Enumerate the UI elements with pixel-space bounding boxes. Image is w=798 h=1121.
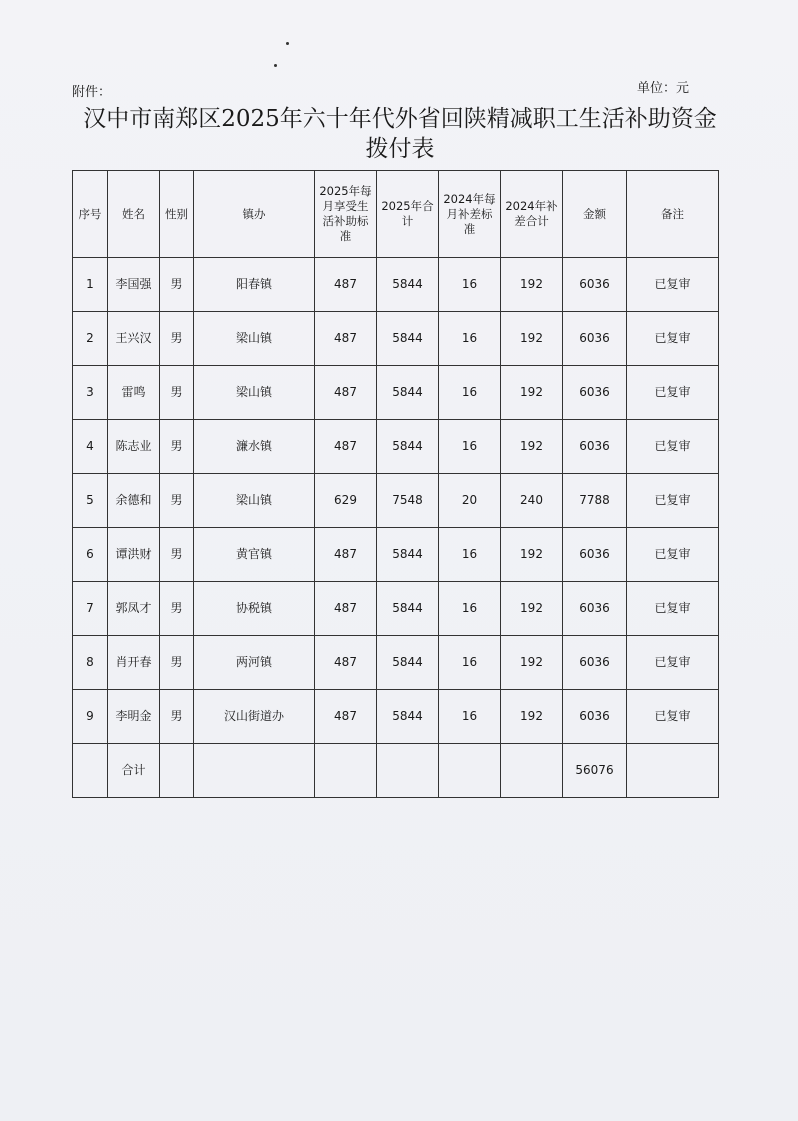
table-row bbox=[73, 258, 719, 312]
table-cell: 5 bbox=[73, 474, 108, 528]
table-cell: 487 bbox=[315, 258, 377, 312]
table-cell: 已复审 bbox=[627, 690, 719, 744]
table-cell: 7548 bbox=[377, 474, 439, 528]
table-cell: 男 bbox=[160, 258, 194, 312]
table-cell: 已复审 bbox=[627, 582, 719, 636]
table-row bbox=[73, 690, 719, 744]
table-cell: 5844 bbox=[377, 636, 439, 690]
table-cell: 6036 bbox=[563, 312, 627, 366]
total-amount: 56076 bbox=[563, 744, 627, 798]
table-cell: 192 bbox=[501, 690, 563, 744]
total-row bbox=[73, 744, 719, 798]
table-cell: 20 bbox=[439, 474, 501, 528]
table-cell: 192 bbox=[501, 582, 563, 636]
table-cell: 6036 bbox=[563, 528, 627, 582]
table-cell: 汉山街道办 bbox=[194, 690, 315, 744]
table-cell: 6036 bbox=[563, 258, 627, 312]
column-header: 2024年补差合计 bbox=[501, 171, 563, 258]
total-cell-blank bbox=[501, 744, 563, 798]
column-header: 2025年合计 bbox=[377, 171, 439, 258]
total-cell-blank bbox=[73, 744, 108, 798]
table-cell: 487 bbox=[315, 366, 377, 420]
table-cell: 5844 bbox=[377, 582, 439, 636]
table-cell: 192 bbox=[501, 528, 563, 582]
table-cell: 487 bbox=[315, 690, 377, 744]
table-cell: 629 bbox=[315, 474, 377, 528]
table-row bbox=[73, 474, 719, 528]
table-row bbox=[73, 528, 719, 582]
table-cell: 5844 bbox=[377, 366, 439, 420]
column-header: 2024年每月补差标准 bbox=[439, 171, 501, 258]
column-header: 备注 bbox=[627, 171, 719, 258]
table-cell: 已复审 bbox=[627, 636, 719, 690]
table-cell: 7 bbox=[73, 582, 108, 636]
total-cell-blank bbox=[160, 744, 194, 798]
table-cell: 4 bbox=[73, 420, 108, 474]
total-cell-blank bbox=[315, 744, 377, 798]
table-cell: 两河镇 bbox=[194, 636, 315, 690]
table-cell: 5844 bbox=[377, 312, 439, 366]
table-row bbox=[73, 366, 719, 420]
total-cell-blank bbox=[194, 744, 315, 798]
scan-speck bbox=[274, 64, 277, 67]
column-header: 镇办 bbox=[194, 171, 315, 258]
table-cell: 16 bbox=[439, 582, 501, 636]
table-cell: 240 bbox=[501, 474, 563, 528]
table-cell: 487 bbox=[315, 420, 377, 474]
title-line-2: 拨付表 bbox=[365, 136, 435, 162]
table-cell: 男 bbox=[160, 636, 194, 690]
table-cell: 已复审 bbox=[627, 528, 719, 582]
table-cell: 1 bbox=[73, 258, 108, 312]
table-cell: 8 bbox=[73, 636, 108, 690]
table-cell: 16 bbox=[439, 528, 501, 582]
table-cell: 已复审 bbox=[627, 258, 719, 312]
table-cell: 2 bbox=[73, 312, 108, 366]
table-cell: 协税镇 bbox=[194, 582, 315, 636]
table-cell: 6036 bbox=[563, 636, 627, 690]
title-line-1: 汉中市南郑区2025年六十年代外省回陕精减职工生活补助资金 bbox=[83, 106, 717, 132]
table-cell: 487 bbox=[315, 636, 377, 690]
table-cell: 梁山镇 bbox=[194, 312, 315, 366]
table-cell: 5844 bbox=[377, 420, 439, 474]
table-header bbox=[73, 171, 719, 258]
table-cell: 487 bbox=[315, 582, 377, 636]
document-title bbox=[60, 104, 740, 164]
table-cell: 16 bbox=[439, 312, 501, 366]
table-cell: 男 bbox=[160, 528, 194, 582]
table-body bbox=[73, 258, 719, 744]
table-cell: 梁山镇 bbox=[194, 366, 315, 420]
table-cell: 男 bbox=[160, 582, 194, 636]
table-cell: 16 bbox=[439, 690, 501, 744]
table-cell: 男 bbox=[160, 420, 194, 474]
table-cell: 5844 bbox=[377, 258, 439, 312]
table-cell: 王兴汉 bbox=[108, 312, 160, 366]
column-header: 性别 bbox=[160, 171, 194, 258]
table-row bbox=[73, 420, 719, 474]
table-footer bbox=[73, 744, 719, 798]
table-cell: 192 bbox=[501, 420, 563, 474]
table-cell: 192 bbox=[501, 636, 563, 690]
table-cell: 192 bbox=[501, 312, 563, 366]
table-cell: 陈志业 bbox=[108, 420, 160, 474]
table-cell: 16 bbox=[439, 420, 501, 474]
allowance-table bbox=[72, 170, 719, 798]
table-cell: 6036 bbox=[563, 690, 627, 744]
table-cell: 余德和 bbox=[108, 474, 160, 528]
unit-label: 单位：元 bbox=[637, 81, 690, 96]
table-cell: 李明金 bbox=[108, 690, 160, 744]
table-cell: 192 bbox=[501, 258, 563, 312]
column-header: 金额 bbox=[563, 171, 627, 258]
total-cell-blank bbox=[627, 744, 719, 798]
table-cell: 5844 bbox=[377, 528, 439, 582]
table-cell: 濂水镇 bbox=[194, 420, 315, 474]
table-cell: 已复审 bbox=[627, 420, 719, 474]
table-cell: 3 bbox=[73, 366, 108, 420]
table-cell: 李国强 bbox=[108, 258, 160, 312]
column-header: 2025年每月享受生活补助标准 bbox=[315, 171, 377, 258]
table-row bbox=[73, 582, 719, 636]
table-cell: 487 bbox=[315, 528, 377, 582]
table-cell: 192 bbox=[501, 366, 563, 420]
table-cell: 6 bbox=[73, 528, 108, 582]
total-cell-blank bbox=[439, 744, 501, 798]
table-cell: 雷鸣 bbox=[108, 366, 160, 420]
table-cell: 郭凤才 bbox=[108, 582, 160, 636]
table-row bbox=[73, 636, 719, 690]
table-cell: 阳春镇 bbox=[194, 258, 315, 312]
table-cell: 16 bbox=[439, 366, 501, 420]
table-cell: 已复审 bbox=[627, 312, 719, 366]
table-cell: 谭洪财 bbox=[108, 528, 160, 582]
table-cell: 16 bbox=[439, 636, 501, 690]
total-cell-blank bbox=[377, 744, 439, 798]
table-cell: 5844 bbox=[377, 690, 439, 744]
table-cell: 6036 bbox=[563, 366, 627, 420]
table-cell: 男 bbox=[160, 366, 194, 420]
table-cell: 9 bbox=[73, 690, 108, 744]
column-header: 序号 bbox=[73, 171, 108, 258]
table-row bbox=[73, 312, 719, 366]
header-row bbox=[73, 171, 719, 258]
table-cell: 6036 bbox=[563, 582, 627, 636]
table-cell: 7788 bbox=[563, 474, 627, 528]
table-cell: 男 bbox=[160, 312, 194, 366]
total-label: 合计 bbox=[108, 744, 160, 798]
table-cell: 6036 bbox=[563, 420, 627, 474]
table-cell: 487 bbox=[315, 312, 377, 366]
table-cell: 16 bbox=[439, 258, 501, 312]
table-cell: 男 bbox=[160, 690, 194, 744]
table-cell: 男 bbox=[160, 474, 194, 528]
scan-speck bbox=[286, 42, 289, 45]
column-header: 姓名 bbox=[108, 171, 160, 258]
attachment-label: 附件： bbox=[72, 85, 112, 100]
table-cell: 已复审 bbox=[627, 366, 719, 420]
table-cell: 肖开春 bbox=[108, 636, 160, 690]
table-cell: 黄官镇 bbox=[194, 528, 315, 582]
table-cell: 梁山镇 bbox=[194, 474, 315, 528]
table-cell: 已复审 bbox=[627, 474, 719, 528]
